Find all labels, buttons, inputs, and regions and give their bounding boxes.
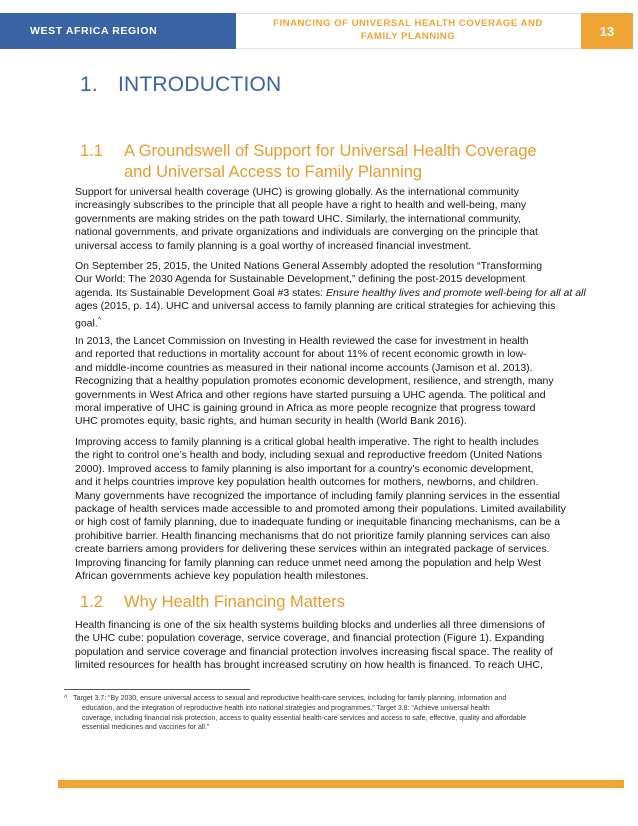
goal-quote: Ensure healthy lives and promote well-being for all at all [326, 286, 586, 299]
paragraph-2: On September 25, 2015, the United Nations General Assembly adopted the resolution “Transforming Our World: The 2030 Agenda for Sustainable Development,” defining the post-2015 development agenda. Its Sustainable Development Goal #3 states: Ensure healthy lives and promote well-being for all at all ages (2015, p. 14). UHC and universal access to family planning are critical strategies for achieving this goal.^ [75, 260, 586, 330]
running-title [236, 13, 580, 49]
page-number: 13 [581, 13, 633, 49]
region-label: WEST AFRICA REGION [0, 13, 236, 49]
running-title-line1: FINANCING OF UNIVERSAL HEALTH COVERAGE AND [273, 18, 543, 29]
footnote-marker: ^ [97, 316, 102, 324]
section-number: 1. [80, 73, 98, 96]
subsection-title: Why Health Financing Matters [124, 593, 346, 611]
paragraph-3: In 2013, the Lancet Commission on Investing in Health reviewed the case for investment in health and reported that reductions in mortality account for about 11% of recent economic growth in low- and middle-income countries as measured in their national income accounts (Jamison et al. 2013). Recognizing that a healthy population promotes economic development, resilience, and strength, many governments in West Africa and other regions have started pursuing a UHC agenda. The political and moral imperative of UHC is gaining ground in Africa as more people recognize that progress toward UHC promotes equity, basic rights, and human security in health (World Bank 2016). [75, 335, 554, 428]
subsection-title: A Groundswell of Support for Universal Health Coverage and Universal Access to Family Planning [124, 142, 537, 181]
footer-bar [58, 780, 624, 788]
footnote-marker: ^ [64, 695, 68, 702]
paragraph-1: Support for universal health coverage (UHC) is growing globally. As the international community increasingly subscribes to the principle that all people have a right to health and well-being, many governments are making strides on the path toward UHC. Similarly, the international community, national governments, and private organizations and individuals are converging on the principle that universal access to family planning is a goal worthy of increased financial investment. [75, 186, 538, 252]
subsection-number: 1.1 [80, 142, 103, 160]
page-header [0, 0, 638, 58]
running-title-line2: FAMILY PLANNING [360, 30, 456, 42]
footnote-divider [64, 689, 250, 690]
section-title: INTRODUCTION [118, 73, 282, 96]
paragraph-5: Health financing is one of the six health systems building blocks and underlies all three dimensions of the UHC cube: population coverage, service coverage, and financial protection (Figure 1). Expanding population and service coverage and financial protection involves increasing fiscal space. The reality of limited resources for health has brought increased scrutiny on how health is financed. To reach UHC, [75, 619, 553, 672]
section-heading-introduction [80, 73, 281, 97]
paragraph-4: Improving access to family planning is a critical global health imperative. The right to health includes the right to control one’s health and body, including sexual and reproductive freedom (United Nations 2000). Improved access to family planning is also important for a country’s economic development, and it helps countries improve key population health outcomes for mothers, newborns, and children. Many governments have recognized the importance of including family planning services in the essential package of health services made accessible to and promoted among their populations. Limited availability or high cost of family planning, due to inadequate funding or inequitable financing mechanisms, can be a prohibitive barrier. Health financing mechanisms that do not prioritize family planning services can also create barriers among providers for delivering these services within an integrated package of services. Improving financing for family planning can reduce unmet need among the population and help West African governments achieve key population health milestones. [75, 436, 566, 583]
footnote: ^ Target 3.7: “By 2030, ensure universal access to sexual and reproductive health-care services, including for family planning, information and education, and the integration of reproductive health into national strategies and programmes.” Target 3.8: “Achieve universal health coverage, including financial risk protection, access to quality essential health-care services and access to safe, effective, quality and affordable essential medicines and vaccines for all.” [64, 695, 527, 732]
subsection-number: 1.2 [80, 593, 103, 611]
